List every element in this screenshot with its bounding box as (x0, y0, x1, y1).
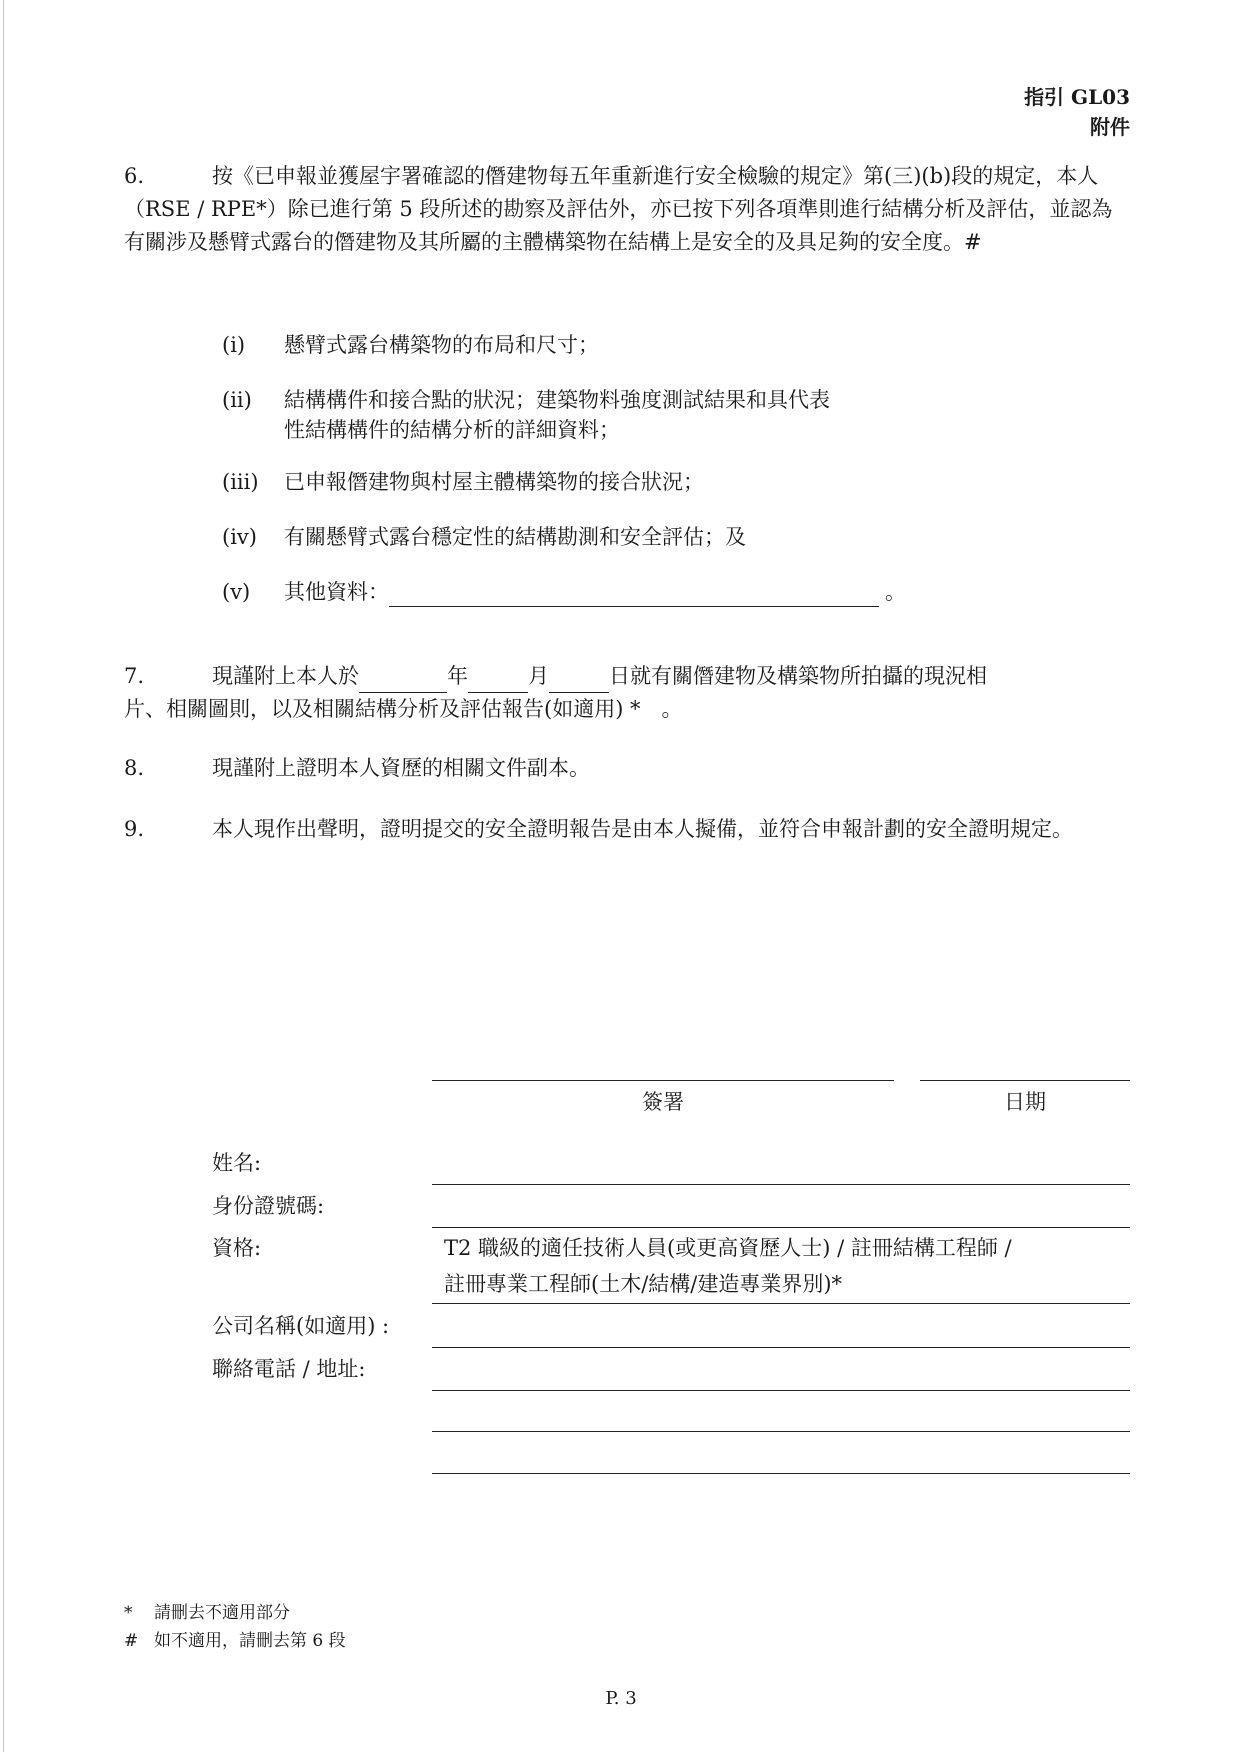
paragraph-text-continued: 片、相關圖則，以及相關結構分析及評估報告(如適用) * 。 (124, 697, 683, 721)
footnote-text: 如不適用，請刪去第 6 段 (154, 1631, 346, 1651)
qualification-label: 資格: (212, 1236, 262, 1260)
document-header (1024, 82, 1130, 142)
contact-field-line-1[interactable] (432, 1390, 1130, 1391)
year-blank[interactable] (359, 670, 447, 693)
paragraph-number: 7. (124, 664, 145, 688)
item-numeral: (v) (222, 580, 251, 604)
month-label: 月 (528, 664, 549, 688)
criteria-item-v (222, 577, 906, 607)
item-numeral: (iv) (222, 525, 257, 549)
paragraph-text: 日就有關僭建物及構築物所拍攝的現況相 (609, 664, 987, 688)
signature-label: 簽署 (642, 1090, 684, 1114)
other-info-blank[interactable] (389, 584, 879, 607)
contact-label: 聯絡電話 / 地址: (212, 1357, 366, 1381)
footnote-text: 請刪去不適用部分 (154, 1603, 290, 1623)
item-text: 其他資料： (284, 580, 389, 604)
date-label: 日期 (1004, 1090, 1046, 1114)
company-name-label: 公司名稱(如適用) : (212, 1314, 390, 1338)
qualification-line-2: 註冊專業工程師(土木/結構/建造專業界別)* (444, 1272, 843, 1296)
paragraph-text: 現謹附上本人於 (212, 664, 359, 688)
item-numeral: (ii) (222, 388, 252, 412)
scan-edge (3, 0, 4, 1752)
item-numeral: (i) (222, 333, 246, 357)
contact-field-line-2[interactable] (432, 1431, 1130, 1432)
qualification-line-1: T2 職級的適任技術人員(或更高資歷人士) / 註冊結構工程師 / (444, 1236, 1012, 1260)
date-line[interactable] (920, 1080, 1130, 1081)
paragraph-8 (124, 752, 1130, 785)
signature-line[interactable] (432, 1080, 894, 1081)
contact-field-line-3[interactable] (432, 1473, 1130, 1474)
criteria-item-iii (222, 467, 704, 497)
criteria-item-ii (222, 385, 830, 445)
item-text: 結構構件和接合點的狀況；建築物料強度測試結果和具代表 (284, 388, 830, 412)
paragraph-6 (124, 160, 1130, 259)
criteria-item-iv (222, 522, 746, 552)
footnote-hash (124, 1628, 346, 1654)
paragraph-text: 本人現作出聲明，證明提交的安全證明報告是由本人擬備，並符合申報計劃的安全證明規定。 (212, 817, 1073, 841)
id-number-field-line[interactable] (432, 1227, 1130, 1228)
id-number-label: 身份證號碼: (212, 1194, 325, 1218)
company-field-line[interactable] (432, 1347, 1130, 1348)
year-label: 年 (447, 664, 468, 688)
footnote-asterisk (124, 1600, 290, 1626)
qualification-field-line[interactable] (432, 1303, 1130, 1304)
footnote-mark: # (124, 1631, 139, 1651)
annex-label: 附件 (1090, 115, 1130, 139)
paragraph-number: 9. (124, 817, 145, 841)
item-text-continued: 性結構構件的結構分析的詳細資料； (284, 418, 620, 442)
name-label: 姓名: (212, 1151, 262, 1175)
item-text: 懸臂式露台構築物的布局和尺寸； (284, 333, 599, 357)
name-field-line[interactable] (432, 1184, 1130, 1185)
item-end: 。 (885, 580, 906, 604)
month-blank[interactable] (468, 670, 528, 693)
page-number: P. 3 (605, 1688, 637, 1709)
item-text: 已申報僭建物與村屋主體構築物的接合狀況； (284, 470, 704, 494)
paragraph-number: 6. (124, 164, 145, 188)
item-numeral: (iii) (222, 470, 259, 494)
day-blank[interactable] (549, 670, 609, 693)
paragraph-number: 8. (124, 756, 145, 780)
paragraph-9 (124, 813, 1130, 846)
paragraph-7 (124, 660, 1130, 726)
guideline-code: 指引 GL03 (1024, 85, 1130, 109)
qualification-options (444, 1230, 1144, 1302)
criteria-item-i (222, 330, 599, 360)
paragraph-text: 現謹附上證明本人資歷的相關文件副本。 (212, 756, 590, 780)
item-text: 有關懸臂式露台穩定性的結構勘測和安全評估；及 (284, 525, 746, 549)
footnote-mark: * (124, 1603, 133, 1623)
paragraph-text: 按《已申報並獲屋宇署確認的僭建物每五年重新進行安全檢驗的規定》第(三)(b)段的規定，本人（RSE / RPE*）除已進行第 5 段所述的勘察及評估外，亦已按下列各項準則進行結構分析及評估，並認為有關涉及懸臂式露台的僭建物及其所屬的主體構築物在結構上是安全的及具足夠的安全度。# (124, 164, 1113, 254)
